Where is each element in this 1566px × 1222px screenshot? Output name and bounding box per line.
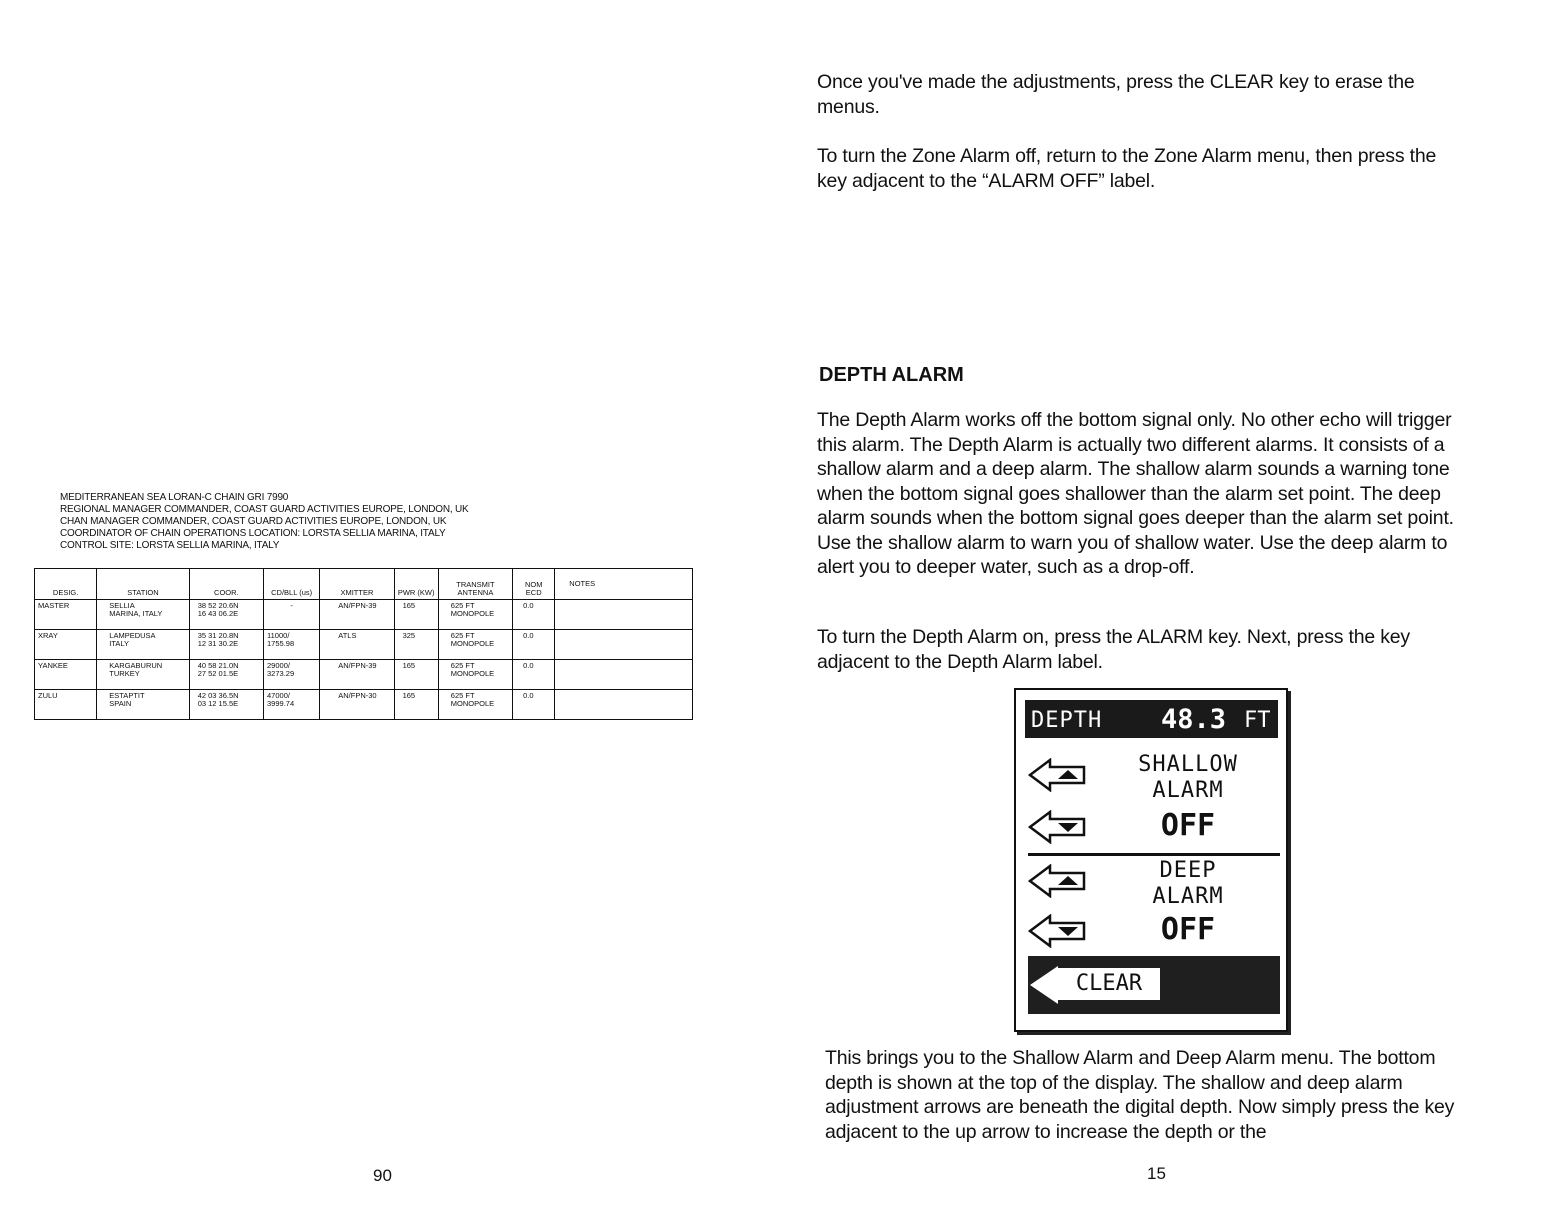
cdbll-cell: 29000/ 3273.29 (264, 660, 320, 690)
left-page-number: 90 (373, 1166, 392, 1185)
coor-cell: 35 31 20.8N 12 31 30.2E (189, 630, 263, 660)
pwr-cell: 165 (394, 690, 438, 720)
xmitter-cell: AN/FPN-39 (320, 660, 394, 690)
clear-arrow-icon (1030, 966, 1060, 1004)
header-line: CHAN MANAGER COMMANDER, COAST GUARD ACTIVITIES EUROPE, LONDON, UK (60, 516, 447, 527)
antenna-cell: 625 FT MONOPOLE (438, 660, 512, 690)
station-cell: ESTAPTIT SPAIN (97, 690, 189, 720)
antenna-cell: 625 FT MONOPOLE (438, 630, 512, 660)
paragraph-clear-menus: Once you've made the adjustments, press the CLEAR key to erase the menus. (817, 71, 1415, 118)
ecd-cell: 0.0 (513, 630, 555, 660)
column-header: STATION (97, 569, 189, 600)
depth-label: DEPTH (1031, 708, 1103, 733)
section-heading-depth-alarm: DEPTH ALARM (819, 364, 964, 386)
ecd-cell: 0.0 (513, 600, 555, 630)
paragraph-depth-alarm-description: The Depth Alarm works off the bottom signal only. No other echo will trigger this alarm. The Depth Alarm is actually two different alarms. It consists of a shallow alarm and a deep alarm. The shallow alarm sounds a warning tone when the bottom signal goes shallower than the alarm set point. The deep alarm sounds when the bottom signal goes deeper than the alarm set point. Use the shallow alarm to warn you of shallow water. Use the deep alarm to alert you to deeper water, such as a drop-off. (817, 409, 1454, 578)
table-header-row (35, 569, 693, 600)
deep-alarm-label: DEEP ALARM (1152, 858, 1224, 909)
up-arrow-key-icon[interactable] (1028, 864, 1088, 898)
column-header: XMITTER (320, 569, 394, 600)
notes-cell (555, 630, 693, 660)
paragraph-turn-depth-alarm-on: To turn the Depth Alarm on, press the ALARM key. Next, press the key adjacent to the Depth Alarm label. (817, 626, 1410, 673)
xmitter-cell: AN/FPN-39 (320, 600, 394, 630)
column-header: TRANSMIT ANTENNA (438, 569, 512, 600)
antenna-cell: 625 FT MONOPOLE (438, 690, 512, 720)
antenna-cell: 625 FT MONOPOLE (438, 600, 512, 630)
digital-depth-bar (1025, 700, 1278, 738)
pwr-cell: 165 (394, 660, 438, 690)
column-header: DESIG. (35, 569, 97, 600)
down-arrow-key-icon[interactable] (1028, 810, 1088, 844)
cdbll-cell: - (264, 600, 320, 630)
cdbll-cell: 11000/ 1755.98 (264, 630, 320, 660)
loran-station-table (34, 568, 693, 720)
deep-alarm-value-row (1028, 912, 1278, 956)
loran-chain-header (60, 492, 620, 552)
deep-alarm-value: OFF (1160, 912, 1216, 947)
shallow-alarm-row (1028, 752, 1278, 802)
desig-cell: MASTER (35, 600, 97, 630)
coor-cell: 42 03 36.5N 03 12 15.5E (189, 690, 263, 720)
pwr-cell: 165 (394, 600, 438, 630)
header-line: CONTROL SITE: LORSTA SELLIA MARINA, ITALY (60, 540, 280, 551)
table-row (35, 600, 693, 630)
station-cell: LAMPEDUSA ITALY (97, 630, 189, 660)
column-header: NOM ECD (513, 569, 555, 600)
column-header: NOTES (555, 569, 693, 600)
paragraph-shallow-deep-menu: This brings you to the Shallow Alarm and Deep Alarm menu. The bottom depth is shown at the top of the display. The shallow and deep alarm adjustment arrows are beneath the digital depth. Now simply press the key adjacent to the up arrow to increase the depth or the (825, 1047, 1455, 1143)
desig-cell: XRAY (35, 630, 97, 660)
table-row (35, 690, 693, 720)
desig-cell: YANKEE (35, 660, 97, 690)
station-cell: KARGABURUN TURKEY (97, 660, 189, 690)
desig-cell: ZULU (35, 690, 97, 720)
cdbll-cell: 47000/ 3999.74 (264, 690, 320, 720)
coor-cell: 38 52 20.6N 16 43 06.2E (189, 600, 263, 630)
table-row (35, 660, 693, 690)
column-header: PWR (KW) (394, 569, 438, 600)
shallow-alarm-value-row (1028, 808, 1278, 852)
xmitter-cell: AN/FPN-30 (320, 690, 394, 720)
depth-alarm-display (1014, 688, 1288, 1032)
clear-label: CLEAR (1058, 968, 1160, 1000)
notes-cell (555, 690, 693, 720)
shallow-alarm-label: SHALLOW ALARM (1138, 752, 1238, 803)
deep-alarm-row (1028, 858, 1278, 908)
shallow-alarm-value: OFF (1160, 808, 1216, 843)
right-page-number: 15 (1147, 1164, 1166, 1183)
column-header: COOR. (189, 569, 263, 600)
station-cell: SELLIA MARINA, ITALY (97, 600, 189, 630)
column-header: CD/BLL (us) (264, 569, 320, 600)
down-arrow-key-icon[interactable] (1028, 914, 1088, 948)
paragraph-zone-alarm-off: To turn the Zone Alarm off, return to the Zone Alarm menu, then press the key adjacent to the “ALARM OFF” label. (817, 145, 1437, 192)
clear-key-bar[interactable] (1028, 956, 1280, 1014)
depth-value: 48.3 (1161, 704, 1227, 735)
depth-unit: FT (1244, 708, 1271, 733)
header-line: REGIONAL MANAGER COMMANDER, COAST GUARD ACTIVITIES EUROPE, LONDON, UK (60, 504, 469, 515)
up-arrow-key-icon[interactable] (1028, 758, 1088, 792)
display-divider (1028, 853, 1280, 856)
notes-cell (555, 600, 693, 630)
xmitter-cell: ATLS (320, 630, 394, 660)
ecd-cell: 0.0 (513, 690, 555, 720)
header-line: MEDITERRANEAN SEA LORAN-C CHAIN GRI 7990 (60, 492, 289, 503)
notes-cell (555, 660, 693, 690)
header-line: COORDINATOR OF CHAIN OPERATIONS LOCATION: LORSTA SELLIA MARINA, ITALY (60, 528, 446, 539)
coor-cell: 40 58 21.0N 27 52 01.5E (189, 660, 263, 690)
ecd-cell: 0.0 (513, 660, 555, 690)
pwr-cell: 325 (394, 630, 438, 660)
table-row (35, 630, 693, 660)
